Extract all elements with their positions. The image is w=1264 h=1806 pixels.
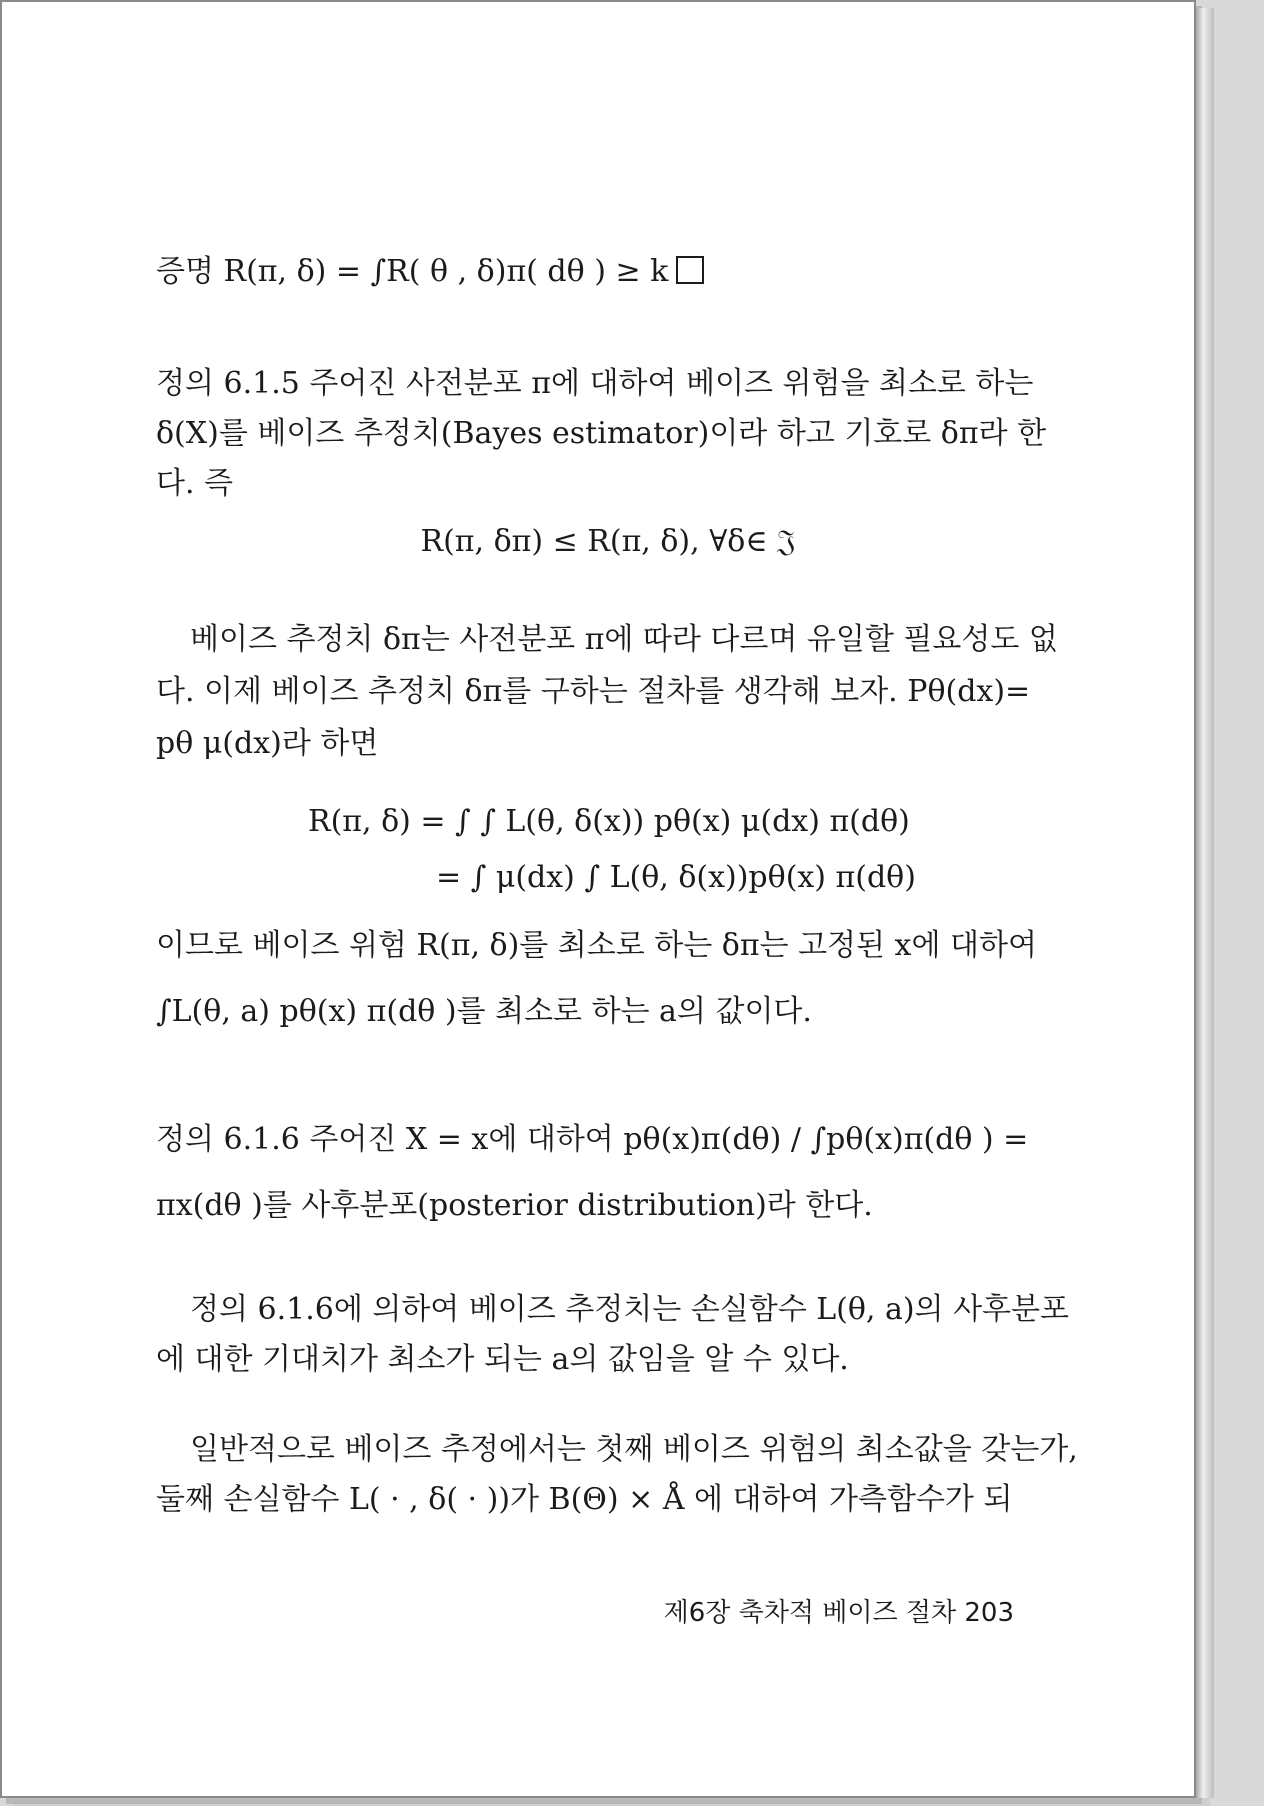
definition-6-1-5-line-3: 다. 즉: [156, 466, 234, 501]
definition-6-1-6-line-2: πx(dθ )를 사후분포(posterior distribution)라 한다.: [156, 1188, 873, 1223]
proof-line: 증명 R(π, δ) = ∫R( θ , δ)π( dθ ) ≥ k: [156, 252, 1060, 292]
qed-box-icon: [676, 256, 704, 284]
page-footer: 제6장 축차적 베이즈 절차 203: [663, 1598, 1014, 1628]
paragraph-2-line-2: ∫L(θ, a) pθ(x) π(dθ )를 최소로 하는 a의 값이다.: [156, 994, 812, 1029]
definition-6-1-6-line-1: 정의 6.1.6 주어진 X = x에 대하여 pθ(x)π(dθ) / ∫pθ(x)π(dθ ) =: [156, 1122, 1029, 1157]
paragraph-1-line-1: 베이즈 추정치 δπ는 사전분포 π에 따라 다르며 유일할 필요성도 없: [190, 622, 1058, 657]
paragraph-4-line-1: 일반적으로 베이즈 추정에서는 첫째 베이즈 위험의 최소값을 갖는가,: [190, 1432, 1078, 1467]
definition-6-1-5-line-1: 정의 6.1.5 주어진 사전분포 π에 대하여 베이즈 위험을 최소로 하는: [156, 366, 1034, 401]
definition-6-1-5-line-2: δ(X)를 베이즈 추정치(Bayes estimator)이라 하고 기호로 δπ라 한: [156, 416, 1047, 451]
paragraph-3-line-1: 정의 6.1.6에 의하여 베이즈 추정치는 손실함수 L(θ, a)의 사후분포: [190, 1292, 1069, 1327]
definition-6-1-5-equation: R(π, δπ) ≤ R(π, δ), ∀δ∈ 𝔍: [420, 524, 796, 559]
paragraph-4-line-2: 둘째 손실함수 L( · , δ( · ))가 B(Θ) × Å 에 대하여 가측함수가 되: [156, 1482, 1013, 1517]
paragraph-1-line-3: pθ μ(dx)라 하면: [156, 726, 379, 761]
paragraph-3-line-2: 에 대한 기대치가 최소가 되는 a의 값임을 알 수 있다.: [156, 1342, 849, 1377]
equation-line-1: R(π, δ) = ∫ ∫ L(θ, δ(x)) pθ(x) μ(dx) π(dθ): [308, 804, 910, 839]
paragraph-2-line-1: 이므로 베이즈 위험 R(π, δ)를 최소로 하는 δπ는 고정된 x에 대하여: [156, 928, 1037, 963]
paragraph-1-line-2: 다. 이제 베이즈 추정치 δπ를 구하는 절차를 생각해 보자. Pθ(dx)=: [156, 674, 1031, 709]
equation-line-2: = ∫ μ(dx) ∫ L(θ, δ(x))pθ(x) π(dθ): [436, 860, 916, 895]
page-edge-shadow: [1196, 8, 1214, 1798]
